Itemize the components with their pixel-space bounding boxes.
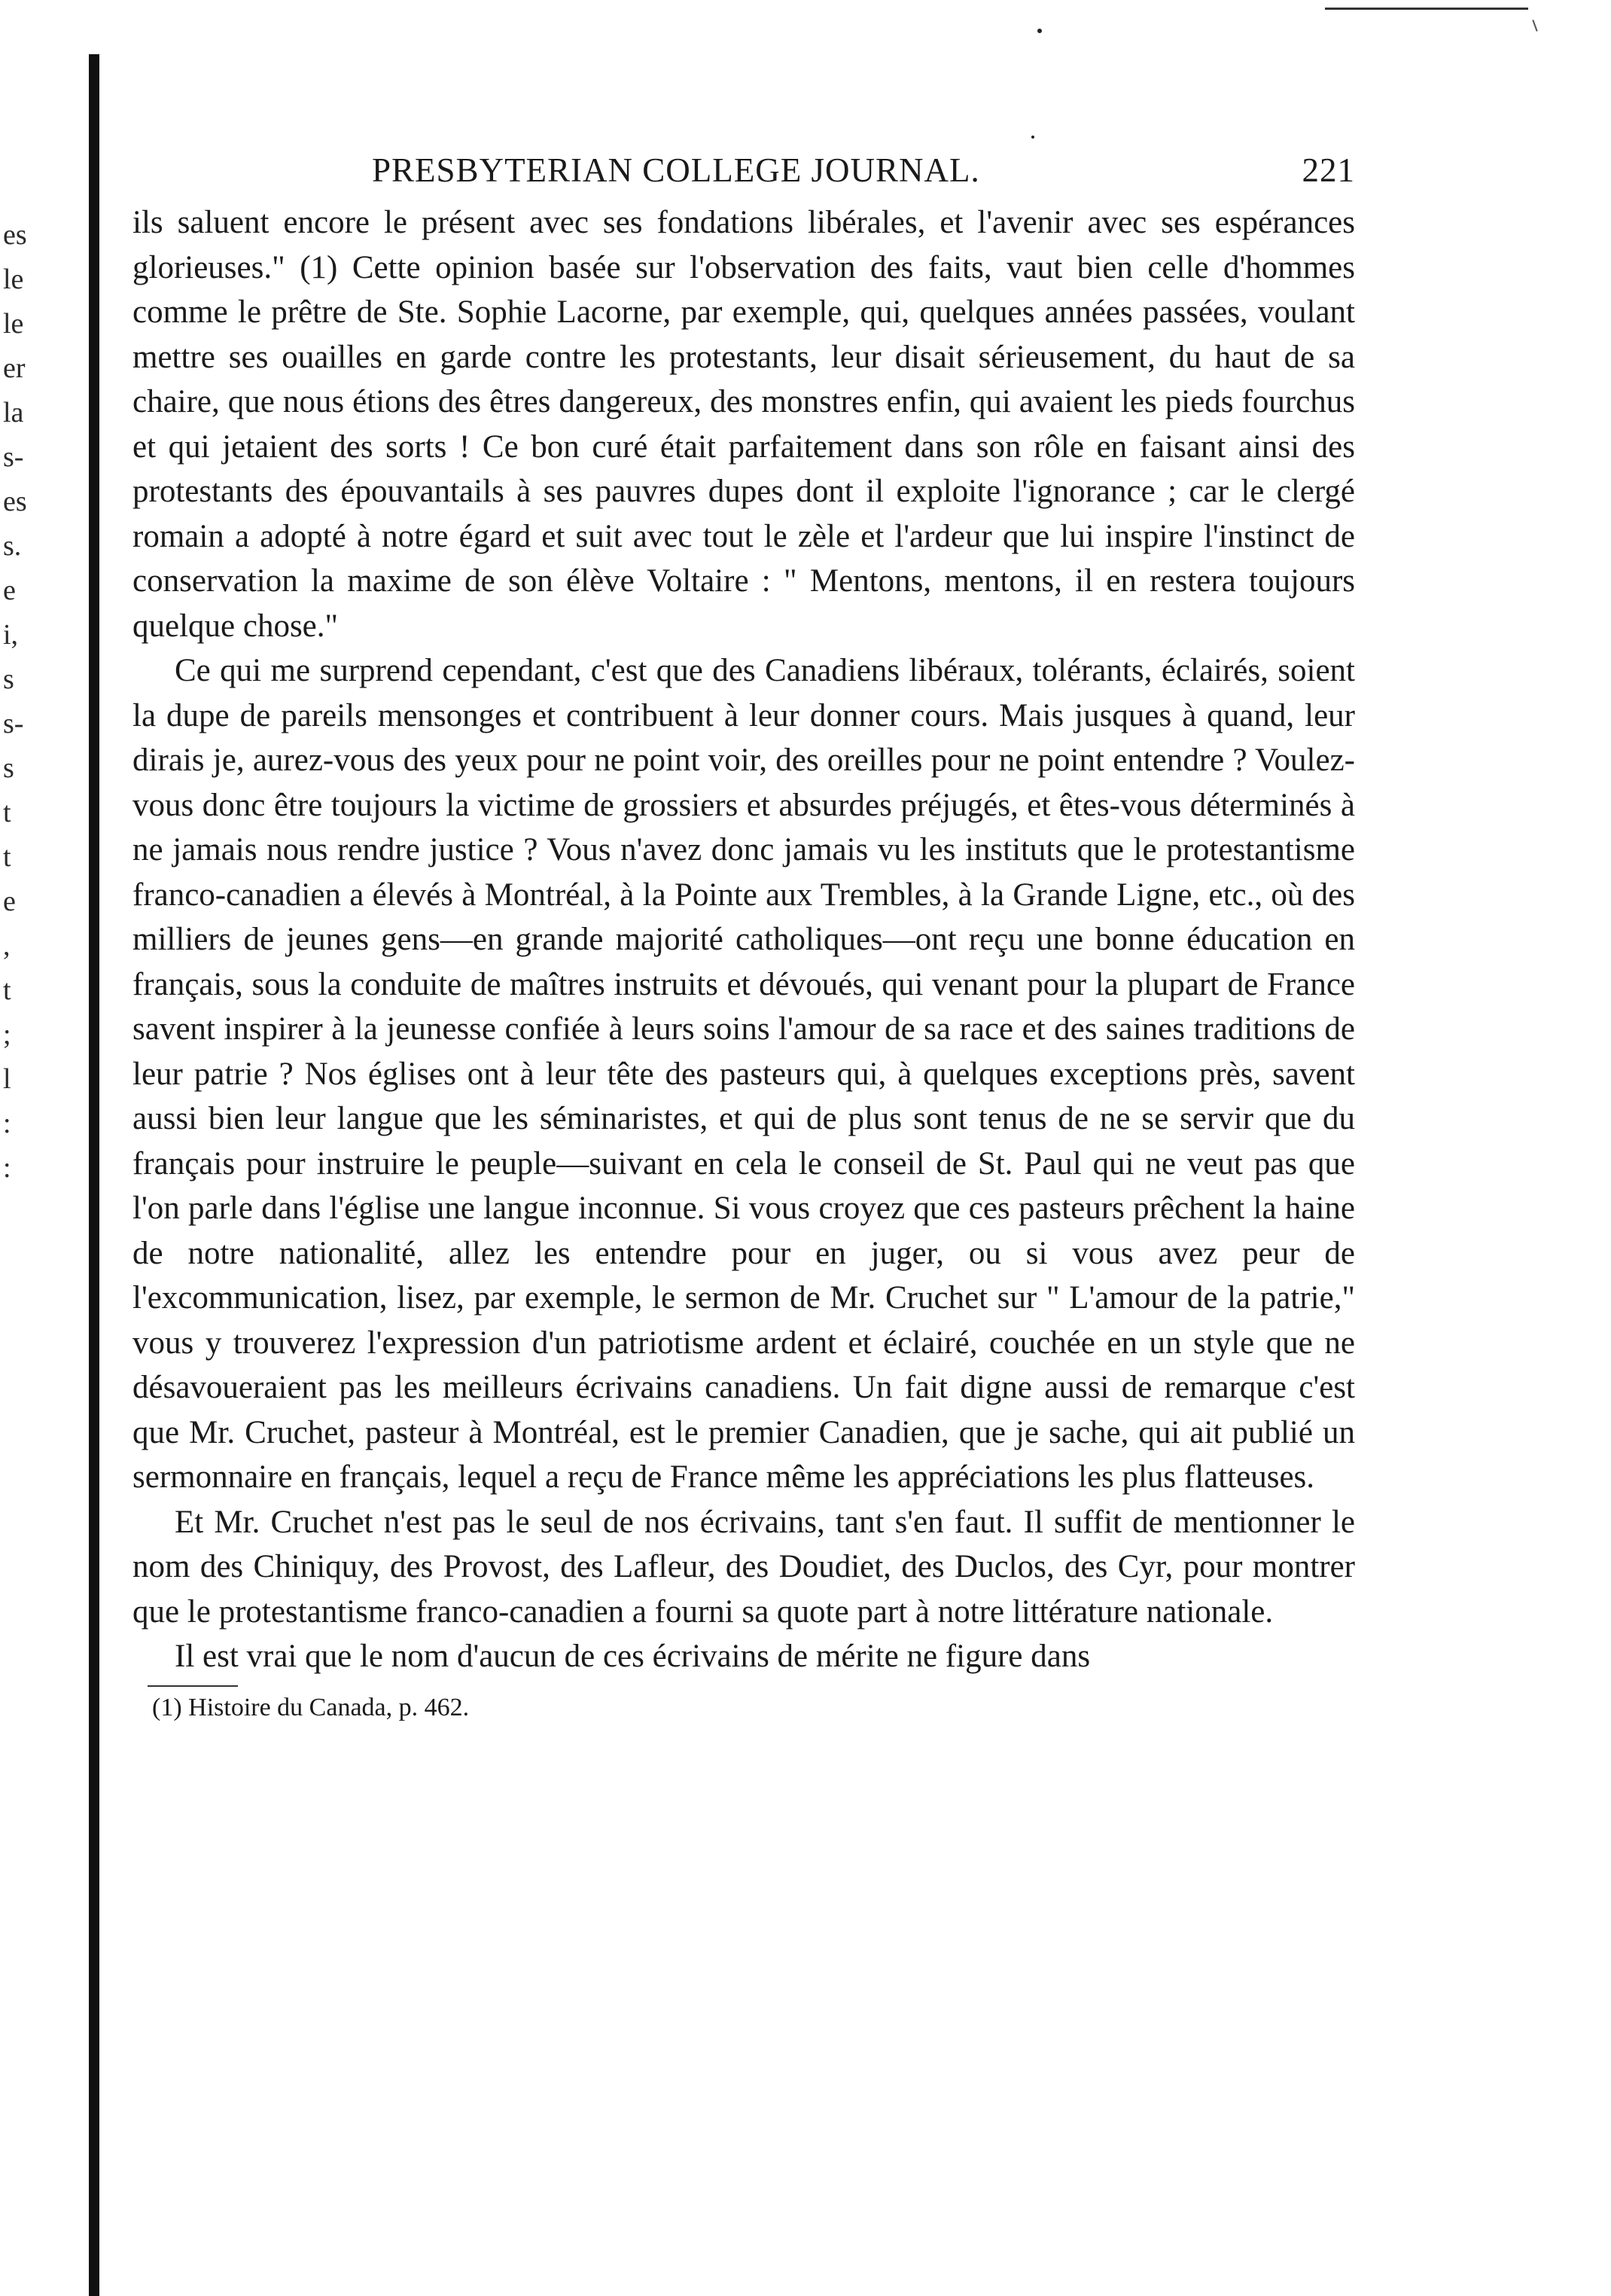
margin-fragment: er	[3, 352, 26, 384]
margin-fragment: ;	[3, 1019, 11, 1050]
margin-fragment: s-	[3, 441, 24, 473]
top-rule-tick	[1532, 20, 1537, 32]
margin-fragment: t	[3, 797, 11, 828]
top-rule	[1325, 8, 1528, 10]
margin-fragment: t	[3, 974, 11, 1006]
journal-title: PRESBYTERIAN COLLEGE JOURNAL.	[372, 151, 980, 189]
margin-fragment: s-	[3, 708, 24, 739]
body-text	[132, 200, 1355, 1679]
footnote-rule	[148, 1685, 238, 1687]
margin-fragment: es	[3, 219, 27, 251]
page	[132, 151, 1355, 1724]
ink-speck	[1031, 136, 1034, 139]
margin-fragment: s	[3, 752, 14, 784]
paragraph: Et Mr. Cruchet n'est pas le seul de nos écrivains, tant s'en faut. Il suffit de mentionner le nom des Chiniquy, des Provost, des Lafleur, des Doudiet, des Duclos, des Cyr, pour montrer que le protestantisme franco-canadien a fourni sa quote part à notre littérature nationale.	[132, 1504, 1355, 1630]
margin-fragment: le	[3, 264, 24, 295]
footnote: (1) Histoire du Canada, p. 462.	[152, 1693, 470, 1721]
margin-fragment: le	[3, 308, 24, 340]
margin-fragment: ,	[3, 930, 11, 962]
margin-fragment: s.	[3, 530, 22, 562]
margin-fragments	[3, 218, 56, 1196]
margin-fragment: es	[3, 486, 27, 517]
ink-speck	[1037, 29, 1042, 33]
margin-fragment: i,	[3, 619, 19, 651]
margin-fragment: s	[3, 663, 14, 695]
margin-fragment: e	[3, 575, 16, 606]
margin-fragment: la	[3, 397, 24, 428]
scan-edge-bar	[89, 54, 99, 2296]
margin-fragment: l	[3, 1063, 11, 1095]
running-header	[132, 151, 1355, 200]
margin-fragment: t	[3, 841, 11, 873]
margin-fragment: :	[3, 1108, 11, 1139]
page-number: 221	[1302, 151, 1355, 189]
paragraph: Ce qui me surprend cependant, c'est que des Canadiens libéraux, tolérants, éclairés, soient la dupe de pareils mensonges et contribuent à leur donner cours. Mais jusques à quand, leur dirais je, aurez-vous des yeux pour ne point voir, des oreilles pour ne point entendre ? Voulez-vous donc être toujours la victime de grossiers et absurdes préjugés, et êtes-vous déterminés à ne jamais nous rendre justice ? Vous n'avez donc jamais vu les instituts que le protestantisme franco-canadien a élevés à Montréal, à la Pointe aux Trembles, à la Grande Ligne, etc., où des milliers de jeunes gens—en grande majorité catholiques—ont reçu une bonne éducation en français, sous la conduite de maîtres instruits et dévoués, qui venant pour la plupart de France savent inspirer à la jeunesse confiée à leurs soins l'amour de sa race et des saines traditions de leur patrie ? Nos églises ont à leur tête des pasteurs qui, à quelques exceptions près, savent aussi bien leur langue que les séminaristes, et qui de plus sont tenus de ne se servir que du français pour instruire le peuple—suivant en cela le conseil de St. Paul qui ne veut pas que l'on parle dans l'église une langue inconnue. Si vous croyez que ces pasteurs prêchent la haine de notre nationalité, allez les entendre pour en juger, ou si vous avez peur de l'excommunication, lisez, par exemple, le sermon de Mr. Cruchet sur " L'amour de la patrie," vous y trouverez l'expression d'un patriotisme ardent et éclairé, couchée en un style que ne désavoueraient pas les meilleurs écrivains canadiens. Un fait digne aussi de remarque c'est que Mr. Cruchet, pasteur à Montréal, est le premier Canadien, que je sache, qui ait publié un sermonnaire en français, lequel a reçu de France même les appréciations les plus flatteuses.	[132, 653, 1355, 1495]
margin-fragment: e	[3, 886, 16, 917]
paragraph: Il est vrai que le nom d'aucun de ces écrivains de mérite ne figure dans	[175, 1639, 1091, 1674]
paragraph-continuation: ils saluent encore le présent avec ses fondations libérales, et l'avenir avec ses espérances glorieuses." (1) Cette opinion basée sur l'observation des faits, vaut bien celle d'hommes comme le prêtre de Ste. Sophie Lacorne, par exemple, qui, quelques années passées, voulant mettre ses ouailles en garde contre les protestants, leur disait sérieusement, du haut de sa chaire, que nous étions des êtres dangereux, des monstres enfin, qui avaient les pieds fourchus et qui jetaient des sorts ! Ce bon curé était parfaitement dans son rôle en faisant ainsi des protestants des épouvantails à ses pauvres dupes dont il exploite l'ignorance ; car le clergé romain a adopté à notre égard et suit avec tout le zèle et l'ardeur que lui inspire l'instinct de conservation la maxime de son élève Voltaire : " Mentons, mentons, il en restera toujours quelque chose."	[132, 205, 1355, 644]
margin-fragment: :	[3, 1152, 11, 1184]
